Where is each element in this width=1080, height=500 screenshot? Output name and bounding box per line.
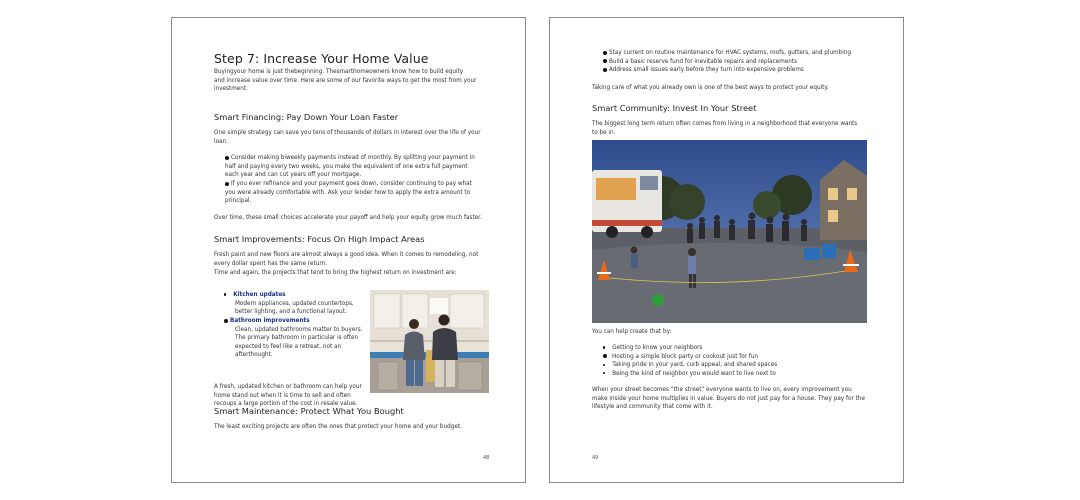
text-line: and increase value over time. Here are some of our favorite ways to get the most from your bbox=[214, 77, 477, 84]
bullet-icon bbox=[224, 293, 226, 295]
intro-paragraph bbox=[214, 68, 514, 94]
bullet-icon bbox=[603, 364, 605, 366]
bullet-icon bbox=[603, 354, 607, 358]
improvement-item-bathroom: Bathroom improvements Clean, updated bathrooms matter to buyers. The primary bathroom in particular is often expected to feel like a retreat, not an afterthought. bbox=[224, 317, 374, 360]
bullet-icon bbox=[224, 319, 228, 323]
list-item: Getting to know your neighbors bbox=[603, 344, 893, 353]
financing-outro: Over time, these small choices accelerate your payoff and help your equity grow much faster. bbox=[214, 215, 482, 221]
community-heading: Smart Community: Invest In Your Street bbox=[592, 103, 757, 113]
list-item: Stay current on routine maintenance for HVAC systems, roofs, gutters, and plumbing bbox=[603, 49, 893, 58]
financing-intro bbox=[214, 129, 514, 146]
bullet-icon bbox=[603, 51, 607, 55]
community-paragraph-2: You can help create that by: bbox=[592, 329, 672, 335]
maintenance-bullets bbox=[603, 49, 893, 75]
community-paragraph-1: The biggest long term return often comes from living in a neighborhood that everyone wants to be in. bbox=[592, 121, 858, 136]
maintenance-paragraph: The least exciting projects are often the ones that protect your home and your budget. bbox=[214, 424, 462, 430]
text-line: Buyingyour home is just thebeginning. Thesmarthomeowners know how to build equity bbox=[214, 69, 464, 75]
maintenance-heading: Smart Maintenance: Protect What You Bought bbox=[214, 406, 404, 416]
list-item: Address small issues early before they turn into expensive problems bbox=[603, 66, 893, 75]
left-page bbox=[171, 17, 526, 483]
bullet-icon bbox=[603, 346, 605, 348]
kitchen-photo bbox=[370, 290, 489, 393]
text-line: investment. bbox=[214, 86, 248, 93]
bullet-icon bbox=[225, 182, 229, 186]
improvement-item-kitchen: Kitchen updates Modern appliances, updated countertops, better lighting, and a functional layout. bbox=[224, 291, 374, 317]
text-line: One simple strategy can save you tens of thousands of dollars in interest over the life of your bbox=[214, 130, 481, 136]
text-line: loan. bbox=[214, 138, 228, 145]
improvements-heading: Smart Improvements: Focus On High Impact Areas bbox=[214, 234, 425, 244]
list-item: Taking pride in your yard, curb appeal, and shared spaces bbox=[603, 361, 893, 370]
page-number: 48 bbox=[483, 455, 490, 461]
bullet-icon bbox=[603, 59, 607, 63]
page-number: 49 bbox=[592, 455, 599, 461]
care-paragraph: Taking care of what you already own is one of the best ways to protect your equity. bbox=[592, 85, 829, 91]
financing-heading: Smart Financing: Pay Down Your Loan Faster bbox=[214, 112, 399, 122]
community-bullets bbox=[603, 344, 893, 378]
improvements-paragraph-2: Time and again, the projects that tend to bring the highest return on investment are: bbox=[214, 270, 457, 276]
right-page bbox=[549, 17, 904, 483]
bullet-icon bbox=[603, 372, 605, 374]
page-title: Step 7: Increase Your Home Value bbox=[214, 51, 429, 66]
improvements-outro: A fresh, updated kitchen or bathroom can help your home stand out when it is time to sell and often recoups a large portion of the cost in resale value. bbox=[214, 384, 362, 408]
list-item: Hosting a simple block party or cookout just for fun bbox=[603, 353, 893, 362]
bullet-icon bbox=[225, 156, 229, 160]
list-item: Build a basic reserve fund for inevitable repairs and replacements bbox=[603, 58, 893, 67]
community-outro: When your street becomes “the street” everyone wants to live on, every improvement you make inside your home multiplies in value. Buyers do not just pay for a house. They pay for the lifestyle and community that come with it. bbox=[592, 387, 865, 411]
bullet-icon bbox=[603, 68, 607, 72]
list-item: Being the kind of neighbor you would want to live next to bbox=[603, 370, 893, 379]
financing-bullet-1: Consider making biweekly payments instead of monthly. By splitting your payment in half and paying every two weeks, you make the equivalent of one extra full payment each year and can cut years off your mortgage. bbox=[225, 155, 475, 179]
block-party-photo bbox=[592, 140, 867, 323]
financing-bullet-2: If you ever refinance and your payment goes down, consider continuing to pay what you were already comfortable with. Ask your lender how to apply the extra amount to principal. bbox=[225, 181, 472, 205]
improvements-paragraph-1: Fresh paint and new floors are almost always a good idea. When it comes to remodeling, not every dollar spent has the same return. bbox=[214, 252, 479, 267]
